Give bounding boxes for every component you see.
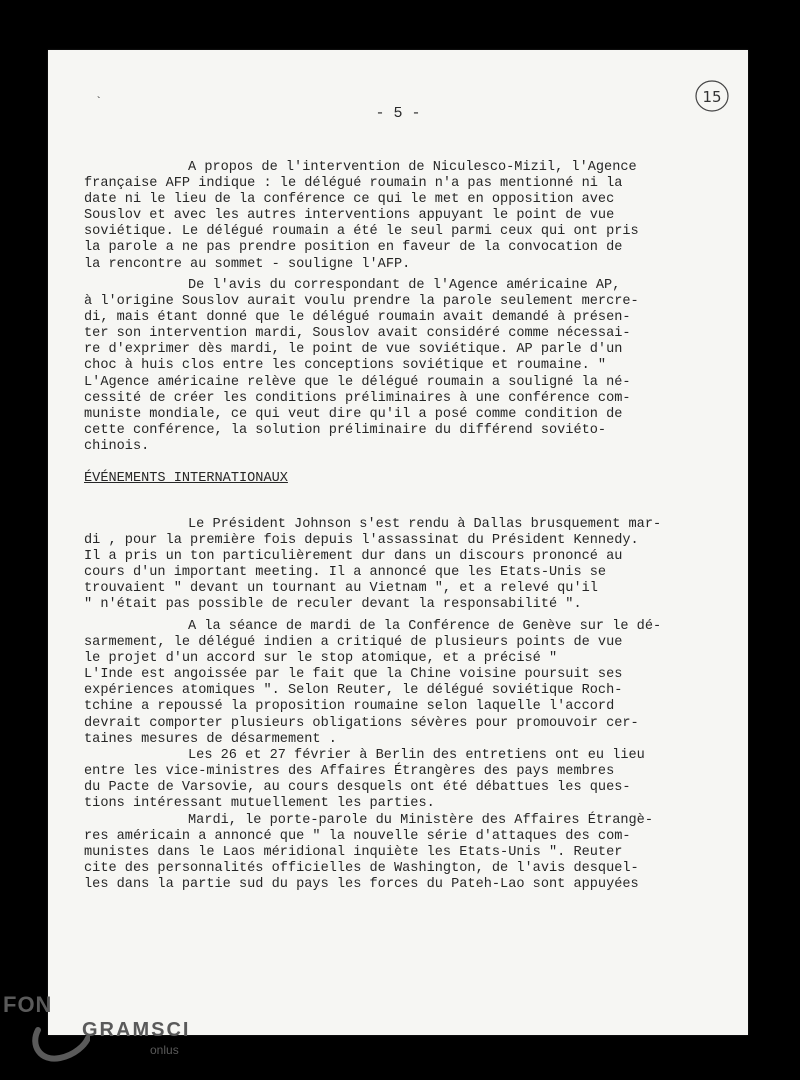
paragraph-johnson [84, 517, 704, 614]
text-line: L'Inde est angoissée par le fait que la Chine voisine poursuit ses [84, 667, 623, 683]
text-line: trouvaient " devant un tournant au Vietnam ", et a relevé qu'il [84, 581, 598, 597]
text-line: A propos de l'intervention de Niculesco-Mizil, l'Agence [188, 160, 637, 175]
text-line: expériences atomiques ". Selon Reuter, le délégué soviétique Roch- [84, 683, 623, 699]
text-line: L'Agence américaine relève que le délégué roumain a souligné la né- [84, 374, 631, 390]
text-line: les dans la partie sud du pays les forces du Pateh-Lao sont appuyées [84, 877, 639, 893]
text-line: " n'était pas possible de reculer devant la responsabilité ". [84, 597, 582, 613]
text-line: sarmement, le délégué indien a critiqué de plusieurs points de vue [84, 635, 623, 651]
text-line: à l'origine Souslov aurait voulu prendre la parole seulement mercre- [84, 294, 639, 310]
text-line: Les 26 et 27 février à Berlin des entretiens ont eu lieu [188, 748, 645, 763]
text-line: devrait comporter plusieurs obligations sévères pour promouvoir cer- [84, 715, 639, 731]
text-line: cours d'un important meeting. Il a annoncé que les Etats-Unis se [84, 565, 607, 581]
paragraph-laos [84, 813, 704, 893]
text-line: chinois. [84, 438, 150, 454]
page-number: - 5 - [375, 105, 421, 122]
text-line: taines mesures de désarmement . [84, 731, 337, 747]
text-line: du Pacte de Varsovie, au cours desquels ont été débattues les ques- [84, 780, 631, 796]
document-page [48, 50, 748, 1035]
text-line: muniste mondiale, ce qui veut dire qu'il a posé comme condition de [84, 406, 623, 422]
text-line: tchine a repoussé la proposition roumaine selon laquelle l'accord [84, 699, 615, 715]
handwritten-page-mark [693, 77, 731, 115]
text-line: di , pour la première fois depuis l'assassinat du Président Kennedy. [84, 533, 639, 549]
text-line: Il a pris un ton particulièrement dur dans un discours prononcé au [84, 549, 623, 565]
text-line: Le Président Johnson s'est rendu à Dallas brusquement mar- [188, 517, 662, 532]
text-line: Mardi, le porte-parole du Ministère des Affaires Étrangè- [188, 813, 653, 828]
paragraph-berlin [84, 748, 704, 812]
archive-watermark [0, 990, 220, 1070]
text-line: date ni le lieu de la conférence ce qui le met en opposition avec [84, 192, 615, 208]
text-line: le projet d'un accord sur le stop atomique, et a précisé " [84, 651, 558, 667]
text-line: entre les vice-ministres des Affaires Étrangères des pays membres [84, 764, 615, 780]
paragraph-geneve [84, 619, 704, 748]
text-line: tions intéressant mutuellement les parties. [84, 796, 435, 812]
text-line: A la séance de mardi de la Conférence de Genève sur le dé- [188, 619, 662, 634]
text-line: cessité de créer les conditions préliminaires à une conférence com- [84, 390, 631, 406]
text-line: la parole a ne pas prendre position en faveur de la convocation de [84, 240, 623, 256]
text-line: ter son intervention mardi, Souslov avait considéré comme nécessai- [84, 326, 631, 342]
section-heading: ÉVÉNEMENTS INTERNATIONAUX [84, 471, 288, 486]
watermark-swoosh-icon [30, 1020, 90, 1065]
text-line: De l'avis du correspondant de l'Agence américaine AP, [188, 278, 621, 293]
text-line: di, mais étant donné que le délégué roumain avait demandé à présen- [84, 310, 631, 326]
paragraph-afp [84, 160, 704, 273]
watermark-text-fon: FON [3, 992, 53, 1017]
text-line: munistes dans le Laos méridional inquiète les Etats-Unis ". Reuter [84, 845, 623, 861]
text-line: cite des personnalités officielles de Washington, de l'avis desquel- [84, 861, 639, 877]
watermark-text-gramsci: GRAMSCI [82, 1019, 191, 1041]
stray-mark: ` [95, 95, 103, 109]
text-line: la rencontre au sommet - souligne l'AFP. [84, 256, 411, 272]
watermark-text-onlus: onlus [150, 1043, 179, 1057]
text-line: française AFP indique : le délégué roumain n'a pas mentionné ni la [84, 176, 623, 192]
text-line: Souslov et avec les autres interventions appuyant le point de vue [84, 208, 615, 224]
text-line: choc à huis clos entre les conceptions soviétique et roumaine. " [84, 358, 607, 374]
text-line: cette conférence, la solution préliminaire du différend soviéto- [84, 422, 607, 438]
text-line: re d'exprimer dès mardi, le point de vue soviétique. AP parle d'un [84, 342, 623, 358]
text-line: soviétique. Le délégué roumain a été le seul parmi ceux qui ont pris [84, 224, 639, 240]
page-mark-text: 15 [702, 88, 722, 106]
paragraph-ap [84, 278, 704, 455]
text-line: res américain a annoncé que " la nouvelle série d'attaques des com- [84, 829, 631, 845]
